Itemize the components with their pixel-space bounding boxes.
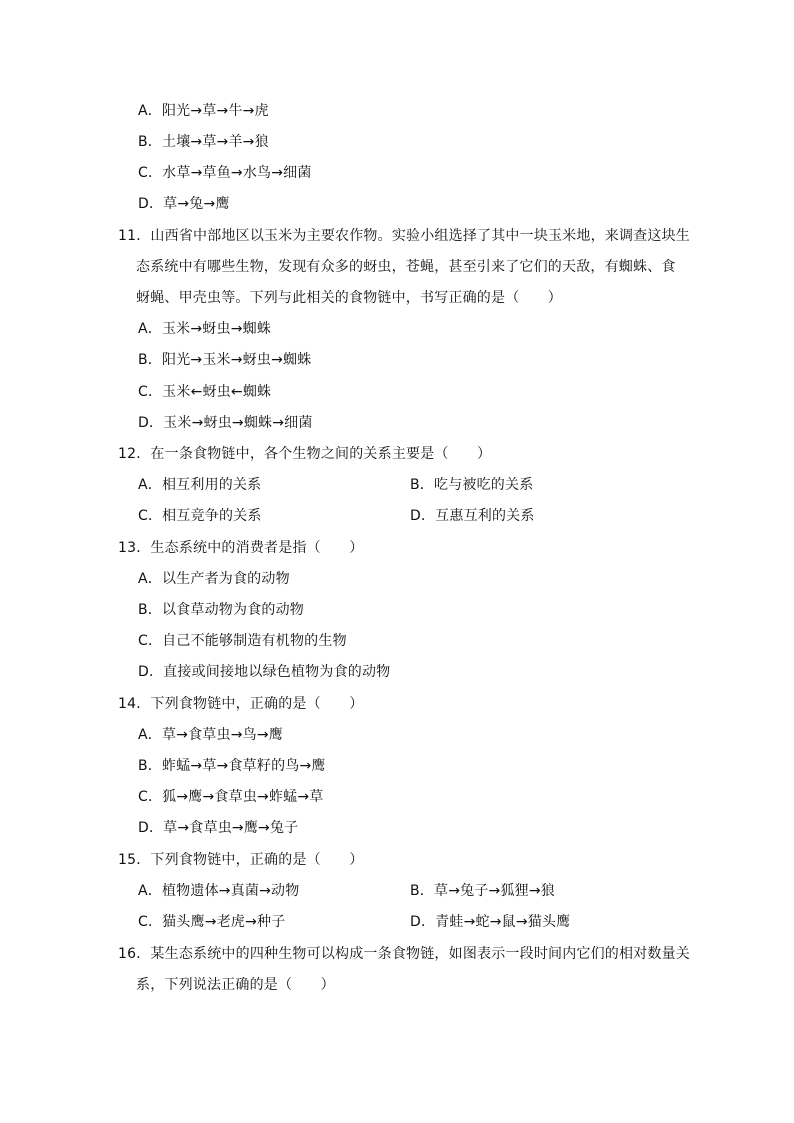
q14-stem: 14．下列食物链中，正确的是（ ） xyxy=(118,696,364,712)
q15-option-a: A．植物遗体→真菌→动物 xyxy=(138,883,300,899)
q13-option-c: C．自己不能够制造有机物的生物 xyxy=(138,633,347,649)
q14-option-c: C．狐→鹰→食草虫→蚱蜢→草 xyxy=(138,789,324,805)
q10-option-d: D．草→兔→鹰 xyxy=(138,196,230,212)
q11-option-c: C．玉米←蚜虫←蜘蛛 xyxy=(138,384,272,400)
q16-stem-line-2: 系，下列说法正确的是（ ） xyxy=(136,977,335,993)
q10-option-a: A．阳光→草→牛→虎 xyxy=(138,103,269,119)
q15-option-b: B．草→兔子→狐狸→狼 xyxy=(410,883,555,899)
q12-option-d: D．互惠互利的关系 xyxy=(410,508,535,524)
q11-stem-line-2: 态系统中有哪些生物，发现有众多的蚜虫，苍蝇，甚至引来了它们的天敌，有蜘蛛、食 xyxy=(136,259,676,275)
q14-option-a: A．草→食草虫→鸟→鹰 xyxy=(138,727,283,743)
q13-option-b: B．以食草动物为食的动物 xyxy=(138,602,305,618)
q12-stem: 12．在一条食物链中，各个生物之间的关系主要是（ ） xyxy=(118,446,492,462)
q14-option-d: D．草→食草虫→鹰→兔子 xyxy=(138,820,299,836)
q10-option-b: B．土壤→草→羊→狼 xyxy=(138,134,269,150)
q13-stem: 13．生态系统中的消费者是指（ ） xyxy=(118,540,364,556)
q12-option-b: B．吃与被吃的关系 xyxy=(410,477,534,493)
q16-stem-line-1: 16．某生态系统中的四种生物可以构成一条食物链，如图表示一段时间内它们的相对数量关 xyxy=(118,946,691,962)
q14-option-b: B．蚱蜢→草→食草籽的鸟→鹰 xyxy=(138,758,326,774)
q10-option-c: C．水草→草鱼→水鸟→细菌 xyxy=(138,165,312,181)
q12-option-c: C．相互竞争的关系 xyxy=(138,508,262,524)
q12-option-a: A．相互利用的关系 xyxy=(138,477,262,493)
q15-option-d: D．青蛙→蛇→鼠→猫头鹰 xyxy=(410,914,571,930)
q11-stem-line-1: 11．山西省中部地区以玉米为主要农作物。实验小组选择了其中一块玉米地，来调查这块生 xyxy=(118,228,691,244)
q11-option-a: A．玉米→蚜虫→蜘蛛 xyxy=(138,321,272,337)
q15-stem: 15．下列食物链中，正确的是（ ） xyxy=(118,852,364,868)
q13-option-a: A．以生产者为食的动物 xyxy=(138,571,290,587)
q11-option-d: D．玉米→蚜虫→蜘蛛→细菌 xyxy=(138,415,313,431)
q15-option-c: C．猫头鹰→老虎→种子 xyxy=(138,914,286,930)
q11-stem-line-3: 蚜蝇、甲壳虫等。下列与此相关的食物链中，书写正确的是（ ） xyxy=(136,290,562,306)
q11-option-b: B．阳光→玉米→蚜虫→蜘蛛 xyxy=(138,352,312,368)
q13-option-d: D．直接或间接地以绿色植物为食的动物 xyxy=(138,664,391,680)
